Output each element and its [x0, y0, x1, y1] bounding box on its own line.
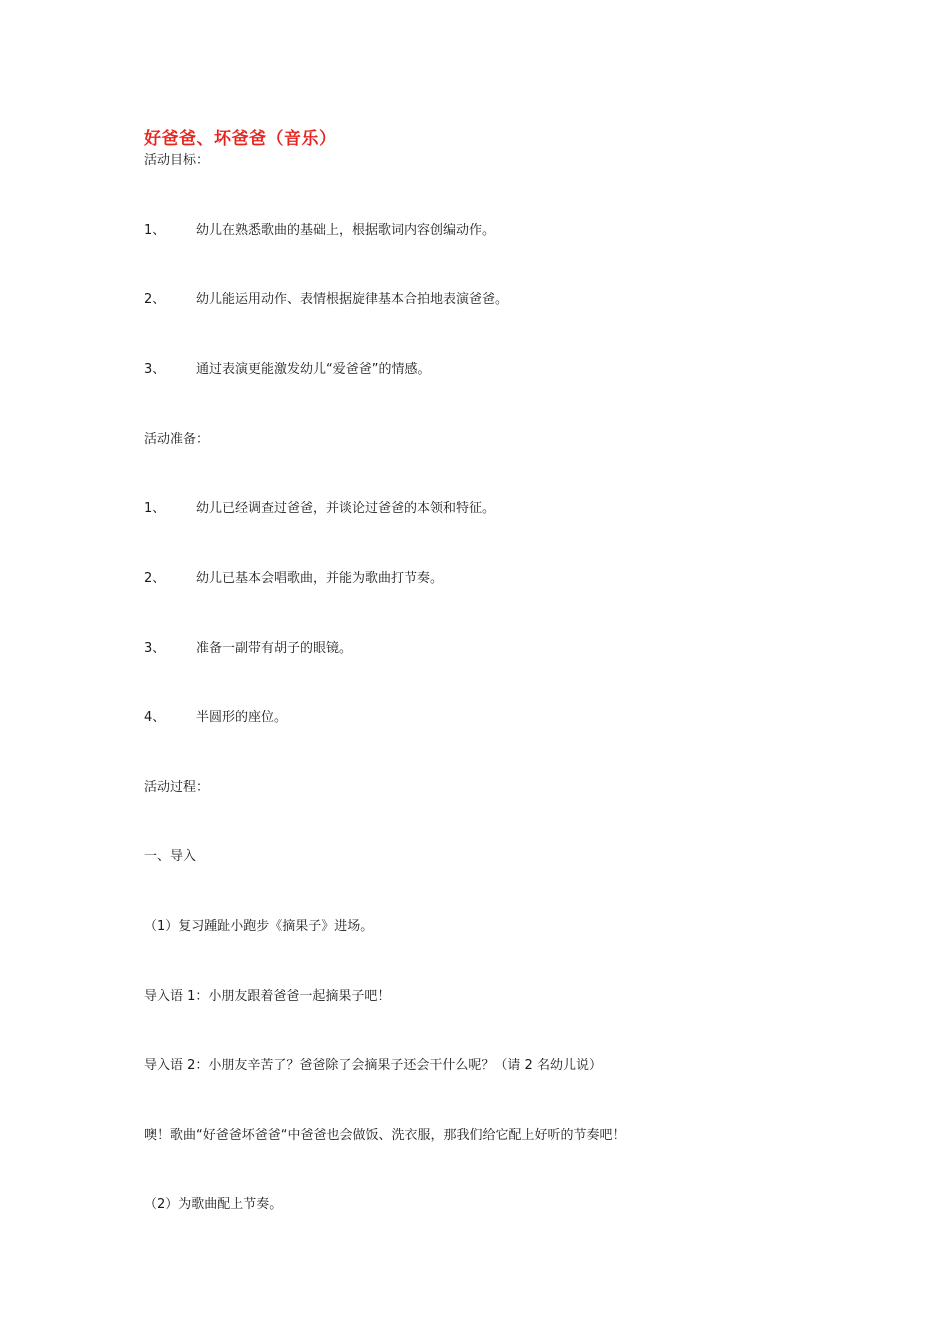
prep-4-number: 4、 — [144, 710, 166, 725]
goal-3-number: 3、 — [144, 362, 166, 377]
goal-1-number: 1、 — [144, 223, 166, 238]
process-line-2: 导入语 1：小朋友跟着爸爸一起摘果子吧！ — [144, 989, 391, 1004]
prep-1-text: 幼儿已经调查过爸爸，并谈论过爸爸的本领和特征。 — [196, 501, 496, 516]
prep-3-number: 3、 — [144, 641, 166, 656]
prep-1-number: 1、 — [144, 501, 166, 516]
process-section-1: 一、导入 — [144, 849, 197, 864]
process-line-5: （2）为歌曲配上节奏。 — [144, 1197, 283, 1212]
goal-1-text: 幼儿在熟悉歌曲的基础上，根据歌词内容创编动作。 — [196, 223, 496, 238]
goal-2-text: 幼儿能运用动作、表情根据旋律基本合拍地表演爸爸。 — [196, 292, 509, 307]
goal-3-text: 通过表演更能激发幼儿“爱爸爸”的情感。 — [196, 362, 431, 377]
prep-2-number: 2、 — [144, 571, 166, 586]
prep-4-text: 半圆形的座位。 — [196, 710, 288, 725]
prep-heading: 活动准备： — [144, 432, 210, 447]
process-heading: 活动过程： — [144, 780, 210, 795]
prep-2-text: 幼儿已基本会唱歌曲，并能为歌曲打节奏。 — [196, 571, 444, 586]
goal-2-number: 2、 — [144, 292, 166, 307]
process-line-3: 导入语 2：小朋友辛苦了？爸爸除了会摘果子还会干什么呢？（请 2 名幼儿说） — [144, 1058, 602, 1073]
goals-heading: 活动目标： — [144, 153, 210, 168]
prep-3-text: 准备一副带有胡子的眼镜。 — [196, 641, 353, 656]
process-line-4: 噢！歌曲“好爸爸坏爸爸“中爸爸也会做饭、洗衣服，那我们给它配上好听的节奏吧！ — [144, 1128, 626, 1143]
document-title: 好爸爸、坏爸爸（音乐） — [144, 129, 337, 149]
process-line-1: （1）复习踵趾小跑步《摘果子》进场。 — [144, 919, 374, 934]
